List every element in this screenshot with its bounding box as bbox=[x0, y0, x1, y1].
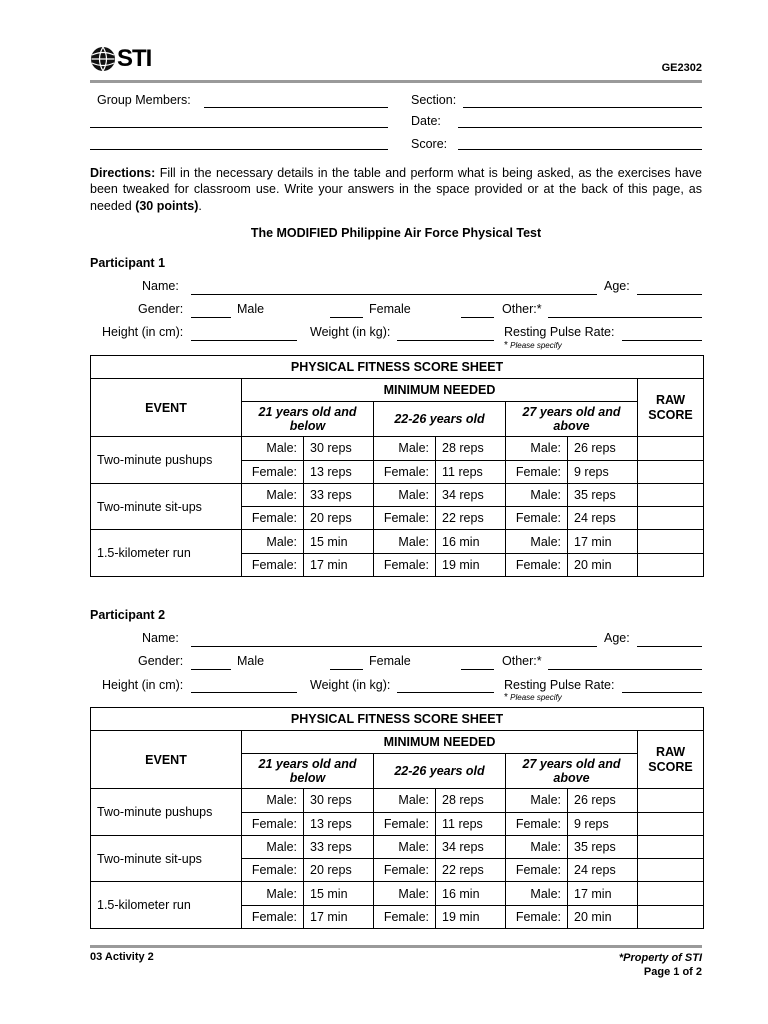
group-members-line-2[interactable] bbox=[90, 127, 388, 128]
female-label: Female: bbox=[374, 859, 436, 882]
raw-score-cell[interactable] bbox=[638, 905, 704, 928]
footer-rule bbox=[90, 945, 702, 948]
raw-score-header: RAW SCORE bbox=[638, 379, 704, 437]
female-label: Female: bbox=[242, 460, 304, 483]
raw-score-cell[interactable] bbox=[638, 812, 704, 835]
name-field[interactable] bbox=[191, 646, 597, 647]
requirement-value: 22 reps bbox=[436, 507, 506, 530]
male-label: Male: bbox=[374, 789, 436, 812]
pulse-label: Resting Pulse Rate: bbox=[504, 678, 615, 692]
male-label: Male: bbox=[374, 483, 436, 506]
female-label: Female: bbox=[242, 553, 304, 576]
raw-score-cell[interactable] bbox=[638, 553, 704, 576]
height-field[interactable] bbox=[191, 340, 297, 341]
age-group-header: 22-26 years old bbox=[374, 402, 506, 437]
weight-label: Weight (in kg): bbox=[310, 325, 391, 339]
female-label: Female: bbox=[374, 460, 436, 483]
requirement-value: 34 reps bbox=[436, 835, 506, 858]
participant-1-title: Participant 1 bbox=[90, 256, 166, 270]
event-name: Two-minute sit-ups bbox=[91, 483, 242, 530]
note-star: * bbox=[504, 692, 508, 703]
requirement-value: 35 reps bbox=[568, 835, 638, 858]
other-label: Other:* bbox=[502, 302, 542, 316]
male-label: Male: bbox=[506, 530, 568, 553]
directions bbox=[90, 165, 702, 214]
requirement-value: 20 min bbox=[568, 553, 638, 576]
pulse-label: Resting Pulse Rate: bbox=[504, 325, 615, 339]
age-field[interactable] bbox=[637, 294, 702, 295]
minimum-needed-header: MINIMUM NEEDED bbox=[242, 379, 638, 402]
requirement-value: 19 min bbox=[436, 905, 506, 928]
requirement-value: 30 reps bbox=[304, 437, 374, 460]
male-label: Male: bbox=[242, 437, 304, 460]
event-header: EVENT bbox=[91, 731, 242, 789]
male-label: Male: bbox=[374, 835, 436, 858]
male-label: Male: bbox=[242, 530, 304, 553]
event-header: EVENT bbox=[91, 379, 242, 437]
requirement-value: 28 reps bbox=[436, 789, 506, 812]
requirement-value: 33 reps bbox=[304, 483, 374, 506]
name-label: Name: bbox=[142, 631, 179, 645]
male-label: Male: bbox=[506, 789, 568, 812]
requirement-value: 13 reps bbox=[304, 460, 374, 483]
minimum-needed-header: MINIMUM NEEDED bbox=[242, 731, 638, 754]
age-group-header: 27 years old and above bbox=[506, 754, 638, 789]
score-table-participant-2 bbox=[90, 707, 704, 929]
participant-2-title: Participant 2 bbox=[90, 608, 166, 622]
events-body bbox=[91, 789, 704, 929]
group-members-line-1[interactable] bbox=[204, 107, 388, 108]
height-label: Height (in cm): bbox=[102, 678, 184, 692]
male-label: Male: bbox=[374, 530, 436, 553]
age-group-header: 21 years old and below bbox=[242, 402, 374, 437]
height-field[interactable] bbox=[191, 692, 297, 693]
requirement-value: 9 reps bbox=[568, 460, 638, 483]
activity-label: 03 Activity 2 bbox=[90, 951, 154, 963]
female-label: Female: bbox=[374, 553, 436, 576]
other-field[interactable] bbox=[548, 317, 702, 318]
page-title: The MODIFIED Philippine Air Force Physical Test bbox=[250, 226, 542, 240]
raw-score-cell[interactable] bbox=[638, 859, 704, 882]
requirement-value: 15 min bbox=[304, 530, 374, 553]
female-label: Female: bbox=[506, 859, 568, 882]
requirement-value: 19 min bbox=[436, 553, 506, 576]
note-text: Please specify bbox=[510, 341, 562, 350]
female-label: Female: bbox=[506, 460, 568, 483]
directions-points: (30 points) bbox=[135, 198, 199, 213]
age-label: Age: bbox=[604, 279, 630, 293]
other-field[interactable] bbox=[548, 669, 702, 670]
female-label: Female: bbox=[506, 507, 568, 530]
raw-score-cell[interactable] bbox=[638, 460, 704, 483]
female-label: Female: bbox=[374, 812, 436, 835]
gender-label: Gender: bbox=[138, 654, 184, 668]
table-title: PHYSICAL FITNESS SCORE SHEET bbox=[91, 708, 704, 731]
event-name: 1.5-kilometer run bbox=[91, 882, 242, 929]
male-label: Male: bbox=[242, 882, 304, 905]
requirement-value: 11 reps bbox=[436, 460, 506, 483]
globe-icon bbox=[90, 46, 116, 72]
raw-score-cell[interactable] bbox=[638, 882, 704, 905]
requirement-value: 17 min bbox=[568, 530, 638, 553]
male-label: Male bbox=[237, 654, 265, 668]
name-label: Name: bbox=[142, 279, 179, 293]
requirement-value: 35 reps bbox=[568, 483, 638, 506]
requirement-value: 24 reps bbox=[568, 859, 638, 882]
requirement-value: 24 reps bbox=[568, 507, 638, 530]
logo-text: STI bbox=[117, 45, 152, 72]
female-label: Female: bbox=[506, 553, 568, 576]
female-label: Female: bbox=[242, 859, 304, 882]
male-label: Male: bbox=[374, 882, 436, 905]
male-blank[interactable] bbox=[191, 669, 231, 670]
requirement-value: 17 min bbox=[568, 882, 638, 905]
requirement-value: 33 reps bbox=[304, 835, 374, 858]
event-name: Two-minute pushups bbox=[91, 437, 242, 484]
date-label: Date: bbox=[411, 114, 441, 128]
female-blank[interactable] bbox=[330, 317, 363, 318]
other-label: Other:* bbox=[502, 654, 542, 668]
age-label: Age: bbox=[604, 631, 630, 645]
directions-body: Fill in the necessary details in the table and perform what is being asked, as the exercises have been tweaked for classroom use. Write your answers in the space provided or at the back of this page, as needed bbox=[90, 166, 702, 213]
table-title: PHYSICAL FITNESS SCORE SHEET bbox=[91, 356, 704, 379]
directions-end: . bbox=[198, 198, 202, 213]
course-code: GE2302 bbox=[661, 62, 702, 74]
raw-score-cell[interactable] bbox=[638, 835, 704, 858]
male-label: Male: bbox=[506, 437, 568, 460]
female-blank[interactable] bbox=[330, 669, 363, 670]
raw-score-header: RAW SCORE bbox=[638, 731, 704, 789]
events-body bbox=[91, 437, 704, 577]
requirement-value: 13 reps bbox=[304, 812, 374, 835]
male-blank[interactable] bbox=[191, 317, 231, 318]
male-label: Male: bbox=[242, 789, 304, 812]
please-specify-note bbox=[504, 340, 562, 351]
requirement-value: 20 reps bbox=[304, 507, 374, 530]
page-number: Page 1 of 2 bbox=[643, 966, 702, 978]
requirement-value: 26 reps bbox=[568, 789, 638, 812]
female-label: Female: bbox=[242, 812, 304, 835]
section-line[interactable] bbox=[463, 107, 702, 108]
requirement-value: 17 min bbox=[304, 553, 374, 576]
event-name: Two-minute pushups bbox=[91, 789, 242, 836]
raw-score-cell[interactable] bbox=[638, 530, 704, 553]
gender-label: Gender: bbox=[138, 302, 184, 316]
requirement-value: 22 reps bbox=[436, 859, 506, 882]
male-label: Male: bbox=[242, 483, 304, 506]
female-label: Female: bbox=[506, 812, 568, 835]
raw-score-cell[interactable] bbox=[638, 483, 704, 506]
group-members-label: Group Members: bbox=[97, 93, 191, 107]
property-note: *Property of STI bbox=[618, 952, 702, 964]
male-label: Male: bbox=[506, 483, 568, 506]
requirement-value: 16 min bbox=[436, 882, 506, 905]
male-label: Male: bbox=[242, 835, 304, 858]
event-name: Two-minute sit-ups bbox=[91, 835, 242, 882]
header-rule bbox=[90, 80, 702, 83]
pulse-field[interactable] bbox=[622, 340, 702, 341]
age-group-header: 27 years old and above bbox=[506, 402, 638, 437]
requirement-value: 28 reps bbox=[436, 437, 506, 460]
pulse-field[interactable] bbox=[622, 692, 702, 693]
group-members-line-3[interactable] bbox=[90, 149, 388, 150]
section-label: Section: bbox=[411, 93, 457, 107]
note-text: Please specify bbox=[510, 693, 562, 702]
requirement-value: 20 reps bbox=[304, 859, 374, 882]
female-label: Female: bbox=[242, 905, 304, 928]
directions-lead: Directions: bbox=[90, 166, 156, 180]
note-star: * bbox=[504, 340, 508, 351]
weight-field[interactable] bbox=[397, 692, 494, 693]
score-table-participant-1 bbox=[90, 355, 704, 577]
requirement-value: 17 min bbox=[304, 905, 374, 928]
weight-label: Weight (in kg): bbox=[310, 678, 391, 692]
requirement-value: 20 min bbox=[568, 905, 638, 928]
sti-logo bbox=[90, 46, 151, 72]
female-label: Female: bbox=[506, 905, 568, 928]
name-field[interactable] bbox=[191, 294, 597, 295]
event-name: 1.5-kilometer run bbox=[91, 530, 242, 577]
raw-score-cell[interactable] bbox=[638, 789, 704, 812]
requirement-value: 11 reps bbox=[436, 812, 506, 835]
height-label: Height (in cm): bbox=[102, 325, 184, 339]
female-label: Female: bbox=[374, 507, 436, 530]
please-specify-note bbox=[504, 692, 562, 703]
requirement-value: 26 reps bbox=[568, 437, 638, 460]
female-label: Female: bbox=[242, 507, 304, 530]
female-label: Female bbox=[369, 654, 411, 668]
female-label: Female: bbox=[374, 905, 436, 928]
age-field[interactable] bbox=[637, 646, 702, 647]
age-group-header: 22-26 years old bbox=[374, 754, 506, 789]
requirement-value: 15 min bbox=[304, 882, 374, 905]
requirement-value: 34 reps bbox=[436, 483, 506, 506]
date-line[interactable] bbox=[458, 127, 702, 128]
raw-score-cell[interactable] bbox=[638, 507, 704, 530]
score-label: Score: bbox=[411, 137, 448, 151]
female-label: Female bbox=[369, 302, 411, 316]
age-group-header: 21 years old and below bbox=[242, 754, 374, 789]
male-label: Male bbox=[237, 302, 265, 316]
male-label: Male: bbox=[506, 835, 568, 858]
other-blank[interactable] bbox=[461, 669, 494, 670]
requirement-value: 16 min bbox=[436, 530, 506, 553]
requirement-value: 9 reps bbox=[568, 812, 638, 835]
weight-field[interactable] bbox=[397, 340, 494, 341]
other-blank[interactable] bbox=[461, 317, 494, 318]
male-label: Male: bbox=[374, 437, 436, 460]
footer-right bbox=[619, 951, 702, 979]
male-label: Male: bbox=[506, 882, 568, 905]
requirement-value: 30 reps bbox=[304, 789, 374, 812]
score-line[interactable] bbox=[458, 149, 702, 150]
raw-score-cell[interactable] bbox=[638, 437, 704, 460]
